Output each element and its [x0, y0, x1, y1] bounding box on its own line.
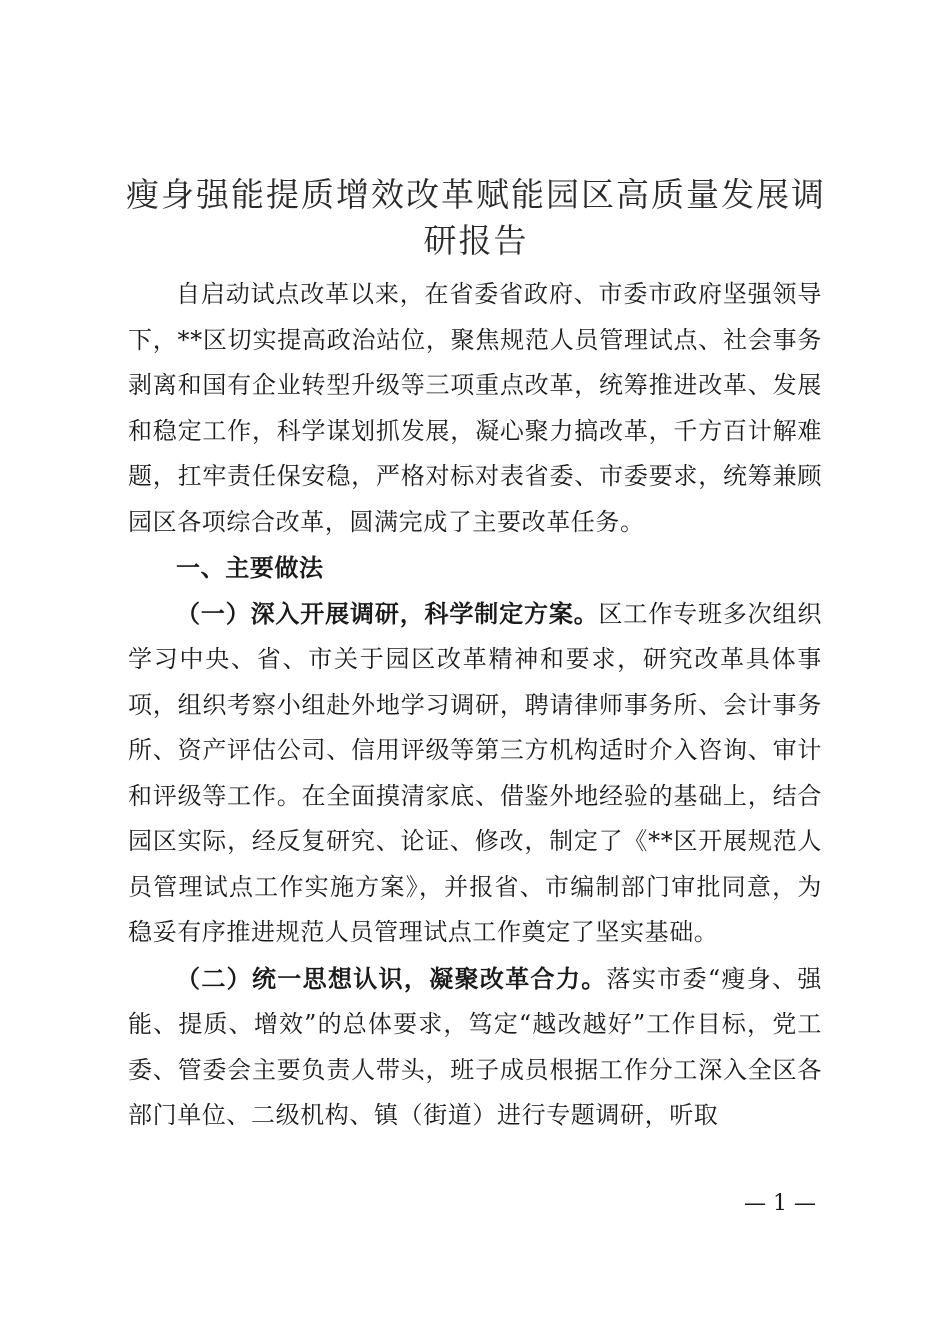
item-2-text: 落实市委“瘦身、强能、提质、增效”的总体要求，笃定“越改越好”工作目标，党工委、管委会主要负责人带头，班子成员根据工作分工深入全区各部门单位、二级机构、镇（街道）进行专题调研，听取: [128, 964, 823, 1129]
item-1-paragraph: [128, 591, 822, 956]
document-title: 瘦身强能提质增效改革赋能园区高质量发展调研报告: [126, 175, 826, 260]
page-number: — 1 —: [744, 1191, 816, 1216]
document-body: [128, 272, 822, 1139]
item-1-lead: （一）深入开展调研，科学制定方案。: [176, 598, 599, 628]
item-2-lead: （二）统一思想认识，凝聚改革合力。: [176, 963, 607, 993]
intro-paragraph: 自启动试点改革以来，在省委省政府、市委市政府坚强领导下，**区切实提高政治站位，聚焦规范人员管理试点、社会事务剥离和国有企业转型升级等三项重点改革，统筹推进改革、发展和稳定工作，科学谋划抓发展，凝心聚力搞改革，千方百计解难题，扛牢责任保安稳，严格对标对表省委、市委要求，统筹兼顾园区各项综合改革，圆满完成了主要改革任务。: [128, 280, 822, 536]
item-2-paragraph: [128, 956, 822, 1139]
item-1-text: 区工作专班多次组织学习中央、省、市关于园区改革精神和要求，研究改革具体事项，组织考察小组赴外地学习调研，聘请律师事务所、会计事务所、资产评估公司、信用评级等第三方机构适时介入咨询、审计和评级等工作。在全面摸清家底、借鉴外地经验的基础上，结合园区实际，经反复研究、论证、修改，制定了《**区开展规范人员管理试点工作实施方案》，并报省、市编制部门审批同意，为稳妥有序推进规范人员管理试点工作奠定了坚实基础。: [128, 599, 822, 946]
section-heading-main-practices: 一、主要做法: [176, 553, 324, 582]
